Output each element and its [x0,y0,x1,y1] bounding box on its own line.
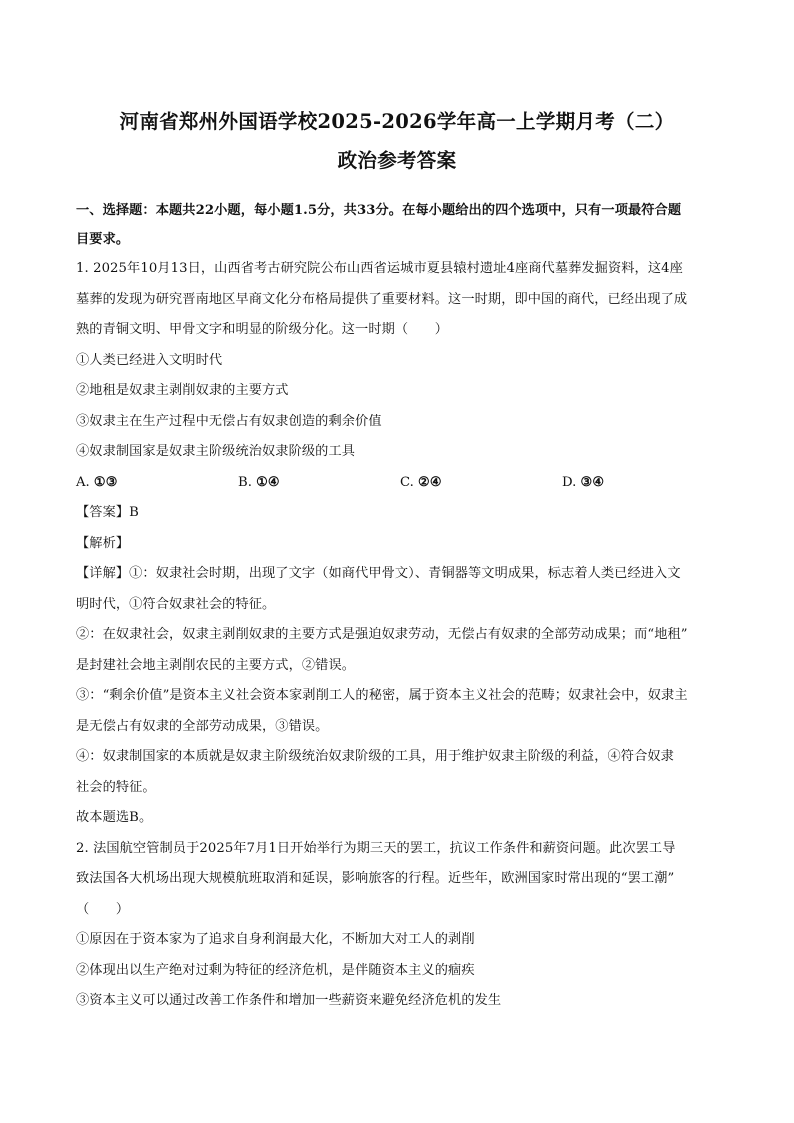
q1-option-a: A. ①③ [76,474,118,490]
q1-conclusion: 故本题选B。 [76,810,153,825]
document-body [76,196,718,1017]
q2-stem-line: （ ） [76,901,130,917]
q2-stem-line: 致法国各大机场出现大规模航班取消和延误，影响旅客的行程。近些年，欧洲国家时常出现的“罢工潮” [76,871,675,886]
q1-statement-1: ①人类已经进入文明时代 [76,352,223,368]
section-heading: 一、选择题：本题共22小题，每小题1.5分，共33分。在每小题给出的四个选项中，只有一项最符合题 [76,203,682,218]
q2-statement-3: ③资本主义可以通过改善工作条件和增加一些薪资来避免经济危机的发生 [76,993,502,1008]
q2-stem-line: 2. 法国航空管制员于2025年7月1日开始举行为期三天的罢工，抗议工作条件和薪资问题。此次罢工导 [76,840,676,856]
q1-statement-3: ③奴隶主在生产过程中无偿占有奴隶创造的剩余价值 [76,413,382,429]
q1-statement-2: ②地租是奴隶主剥削奴隶的主要方式 [76,383,289,398]
q1-answer: 【答案】B [76,505,139,520]
q1-statement-4: ④奴隶制国家是奴隶主阶级统治奴隶阶级的工具 [76,444,356,459]
q1-detail-line: 【详解】①：奴隶社会时期，出现了文字（如商代甲骨文）、青铜器等文明成果，标志着人类已经进入文 [76,566,681,581]
q1-stem-line: 1. 2025年10月13日，山西省考古研究院公布山西省运城市夏县辕村遗址4座商代墓葬发掘资料，这4座 [76,261,683,276]
q1-option-b: B. ①④ [238,474,280,490]
q1-detail-line: ④：奴隶制国家的本质就是奴隶主阶级统治奴隶阶级的工具，用于维护奴隶主阶级的利益，④符合奴隶 [76,749,674,764]
q1-detail-line: 社会的特征。 [76,779,156,795]
document-subtitle: 政治参考答案 [337,149,457,172]
section-heading-cont: 目要求。 [76,232,130,247]
q1-detail-line: ②：在奴隶社会，奴隶主剥削奴隶的主要方式是强迫奴隶劳动，无偿占有奴隶的全部劳动成果；而“地租” [76,627,688,642]
q2-statement-2: ②体现出以生产绝对过剩为特征的经济危机，是伴随资本主义的痼疾 [76,962,475,978]
q1-stem-line: 墓葬的发现为研究晋南地区早商文化分布格局提供了重要材料。这一时期，即中国的商代，已经出现了成 [76,291,688,307]
q1-analysis-label: 【解析】 [76,535,130,551]
q2-statement-1: ①原因在于资本家为了追求自身利润最大化，不断加大对工人的剥削 [76,932,475,947]
q1-option-c: C. ②④ [400,474,442,490]
q1-detail-line: 是无偿占有奴隶的全部劳动成果，③错误。 [76,718,329,734]
q1-stem-line: 熟的青铜文明、甲骨文字和明显的阶级分化。这一时期（ ） [76,322,449,337]
q1-detail-line: 是封建社会地主剥削农民的主要方式，②错误。 [76,657,356,673]
q1-options [76,468,718,499]
document-title: 河南省郑州外国语学校2025-2026学年高一上学期月考（二） [119,110,675,133]
q1-option-d: D. ③④ [562,474,605,490]
q1-detail-line: 明时代，①符合奴隶社会的特征。 [76,596,276,612]
q1-detail-line: ③：“剩余价值”是资本主义社会资本家剥削工人的秘密，属于资本主义社会的范畴；奴隶社会中，奴隶主 [76,688,688,703]
